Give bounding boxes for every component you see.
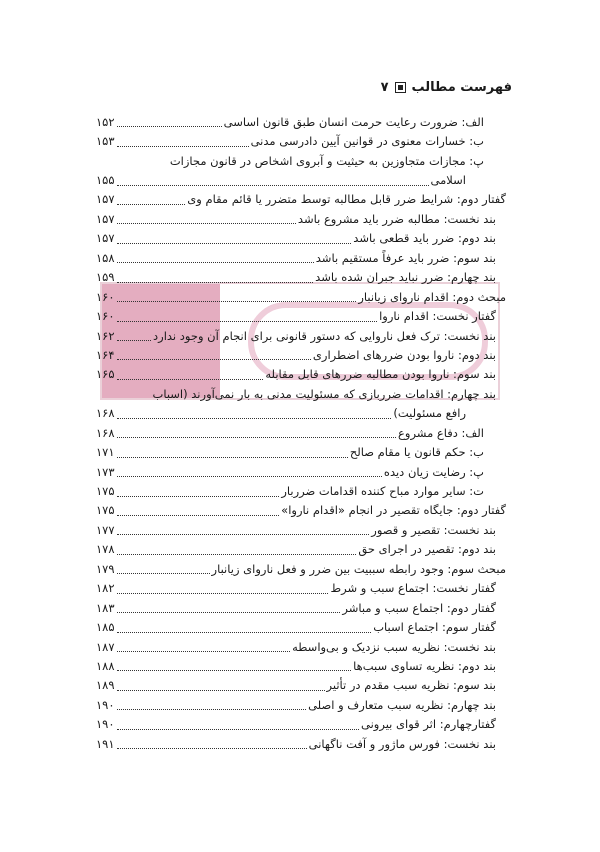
toc-entry-title: بند چهارم: ضرر نباید جبران شده باشد xyxy=(315,270,496,285)
toc-dot-leader xyxy=(117,136,249,147)
toc-entry-page: ۱۸۸ xyxy=(96,658,115,673)
toc-dot-leader xyxy=(117,194,186,205)
toc-entry-page: ۱۵۲ xyxy=(96,114,115,129)
toc-dot-leader xyxy=(117,563,210,574)
square-bullet-icon xyxy=(395,82,406,93)
toc-entry-title: بند نخست: نظریه سبب نزدیک و بی‌واسطه xyxy=(292,639,496,654)
toc-entry-page: ۱۶۵ xyxy=(96,367,115,382)
toc-entry-title: بند چهارم: نظریه سبب متعارف و اصلی xyxy=(308,697,496,712)
toc-entry xyxy=(96,209,506,228)
toc-entry-page: ۱۷۹ xyxy=(96,561,115,576)
toc-dot-leader xyxy=(117,116,222,127)
toc-entry-title: بند چهارم: اقدامات ضرربازی که مسئولیت مدنی به بار نمی‌آورند (اسباب xyxy=(152,386,496,401)
page-number: ۷ xyxy=(380,79,389,95)
toc-dot-leader xyxy=(117,544,357,555)
toc-entry-title: گفتارچهارم: اثر قوای بیرونی xyxy=(361,717,496,732)
toc-entry xyxy=(96,637,506,656)
toc-entry-page: ۱۶۸ xyxy=(96,406,115,421)
toc-entry-title: بند نخست: تقصیر و قصور xyxy=(371,522,496,537)
toc-dot-leader xyxy=(117,699,307,710)
toc-entry xyxy=(96,131,506,150)
toc-dot-leader xyxy=(117,466,382,477)
page-header xyxy=(92,76,512,98)
toc-dot-leader xyxy=(117,622,372,633)
toc-entry-title: مبحث سوم: وجود رابطه سببیت بین ضرر و فعل ناروای زیانبار xyxy=(211,561,506,576)
toc-entry-page: ۱۶۲ xyxy=(96,328,115,343)
toc-dot-leader xyxy=(117,175,429,186)
toc-entry xyxy=(96,151,506,170)
page-header-title: فهرست مطالب xyxy=(411,79,512,95)
toc-entry xyxy=(96,404,506,423)
toc-entry-title: الف: دفاع مشروع xyxy=(398,425,484,440)
toc-entry-title: بند دوم: ضرر باید قطعی باشد xyxy=(353,231,496,246)
toc-dot-leader xyxy=(117,505,280,516)
toc-entry xyxy=(96,190,506,209)
toc-entry xyxy=(96,365,506,384)
toc-entry-title: بند نخست: ترک فعل ناروایی که دستور قانونی برای انجام آن وجود ندارد xyxy=(153,328,496,343)
toc-dot-leader xyxy=(117,719,359,730)
toc-entry xyxy=(96,442,506,461)
toc-entry xyxy=(96,481,506,500)
toc-entry-page: ۱۵۹ xyxy=(96,270,115,285)
toc-entry-page: ۱۸۵ xyxy=(96,620,115,635)
toc-dot-leader xyxy=(117,602,341,613)
toc-entry xyxy=(96,462,506,481)
toc-entry-title: بند سوم: نظریه سبب مقدم در تأثیر xyxy=(326,678,496,693)
toc-entry xyxy=(96,559,506,578)
toc-dot-leader xyxy=(117,213,296,224)
toc-entry xyxy=(96,520,506,539)
toc-dot-leader xyxy=(117,680,325,691)
toc-entry-page: ۱۸۹ xyxy=(96,678,115,693)
toc-entry-page: ۱۵۳ xyxy=(96,134,115,149)
toc-dot-leader xyxy=(117,447,348,458)
toc-dot-leader xyxy=(117,427,397,438)
toc-dot-leader xyxy=(117,583,329,594)
toc-entry-title: الف: ضرورت رعایت حرمت انسان طبق قانون اساسی xyxy=(223,114,484,129)
toc-entry-title: بند سوم: ناروا بودن مطالبه ضررهای قابل مقابله xyxy=(265,367,496,382)
toc-entry-page: ۱۷۷ xyxy=(96,522,115,537)
toc-entry xyxy=(96,170,506,189)
toc-entry-title: پ: رضایت زیان دیده xyxy=(383,464,484,479)
toc-entry-title: گفتار سوم: اجتماع اسباب xyxy=(373,620,496,635)
toc-entry-title: ب: خسارات معنوی در قوانین آیین دادرسی مدنی xyxy=(250,134,484,149)
toc-entry xyxy=(96,598,506,617)
toc-entry-page: ۱۹۱ xyxy=(96,736,115,751)
toc-dot-leader xyxy=(117,330,152,341)
toc-dot-leader xyxy=(117,408,392,419)
toc-entry-page: ۱۹۰ xyxy=(96,717,115,732)
toc-dot-leader xyxy=(117,349,311,360)
toc-entry xyxy=(96,715,506,734)
toc-entry-title: بند دوم: تقصیر در اجرای حق xyxy=(358,542,496,557)
toc-entry xyxy=(96,734,506,753)
toc-entry-page: ۱۷۱ xyxy=(96,445,115,460)
toc-dot-leader xyxy=(117,272,314,283)
toc-entry xyxy=(96,306,506,325)
toc-entry-page: ۱۷۸ xyxy=(96,542,115,557)
toc-entry xyxy=(96,345,506,364)
toc-entry xyxy=(96,248,506,267)
toc-dot-leader xyxy=(117,524,370,535)
toc-entry-page: ۱۵۵ xyxy=(96,173,115,188)
toc-entry-title: اسلامی xyxy=(430,173,466,188)
toc-entry-page: ۱۶۴ xyxy=(96,347,115,362)
toc-entry xyxy=(96,501,506,520)
toc-dot-leader xyxy=(117,291,357,302)
toc-entry xyxy=(96,579,506,598)
toc-entry-page: ۱۷۳ xyxy=(96,464,115,479)
toc-dot-leader xyxy=(117,486,280,497)
toc-entry-title: بند دوم: نظریه تساوی سبب‌ها xyxy=(353,658,496,673)
toc-entry-title: گفتار نخست: اجتماع سبب و شرط xyxy=(330,581,496,596)
toc-entry-page: ۱۵۸ xyxy=(96,250,115,265)
toc-entry-page: ۱۸۳ xyxy=(96,600,115,615)
toc-entry-title: رافع مسئولیت) xyxy=(393,406,466,421)
toc-entry xyxy=(96,326,506,345)
toc-entry-page: ۱۷۵ xyxy=(96,503,115,518)
toc-entry xyxy=(96,112,506,131)
toc-dot-leader xyxy=(117,233,352,244)
table-of-contents xyxy=(96,112,506,753)
toc-entry-page: ۱۶۰ xyxy=(96,309,115,324)
toc-entry-page: ۱۵۷ xyxy=(96,231,115,246)
toc-entry-title: گفتار دوم: جایگاه تقصیر در انجام «اقدام ناروا» xyxy=(281,503,506,518)
toc-entry-title: بند دوم: ناروا بودن ضررهای اضطراری xyxy=(312,347,496,362)
toc-entry xyxy=(96,268,506,287)
toc-entry xyxy=(96,423,506,442)
toc-entry-title: ب: حکم قانون یا مقام صالح xyxy=(349,445,484,460)
toc-entry-title: گفتار دوم: شرایط ضرر قابل مطالبه توسط متضرر یا قائم مقام وی xyxy=(187,192,506,207)
toc-entry-page: ۱۷۵ xyxy=(96,484,115,499)
toc-dot-leader xyxy=(117,738,307,749)
toc-entry-page: ۱۵۷ xyxy=(96,192,115,207)
toc-entry-title: ت: سایر موارد مباح کننده اقدامات ضرربار xyxy=(281,484,484,499)
toc-dot-leader xyxy=(117,369,264,380)
toc-entry-title: بند نخست: فورس ماژور و آفت ناگهانی xyxy=(308,736,496,751)
toc-entry-title: گفتار نخست: اقدام ناروا xyxy=(379,309,496,324)
toc-entry xyxy=(96,617,506,636)
toc-entry xyxy=(96,656,506,675)
toc-dot-leader xyxy=(117,252,314,263)
toc-entry-title: بند سوم: ضرر باید عرفاً مستقیم باشد xyxy=(315,250,496,265)
toc-entry-title: پ: مجازات متجاوزین به حیثیت و آبروی اشخاص در قانون مجازات xyxy=(169,153,484,168)
toc-entry xyxy=(96,676,506,695)
toc-entry xyxy=(96,384,506,403)
toc-entry-page: ۱۸۷ xyxy=(96,639,115,654)
toc-dot-leader xyxy=(117,311,378,322)
toc-entry-page: ۱۵۷ xyxy=(96,211,115,226)
toc-entry xyxy=(96,695,506,714)
toc-dot-leader xyxy=(117,641,291,652)
toc-entry xyxy=(96,540,506,559)
toc-entry-title: مبحث دوم: اقدام ناروای زیانبار xyxy=(358,289,506,304)
toc-entry-page: ۱۶۸ xyxy=(96,425,115,440)
toc-entry-page: ۱۸۲ xyxy=(96,581,115,596)
toc-entry-title: گفتار دوم: اجتماع سبب و مباشر xyxy=(342,600,496,615)
toc-dot-leader xyxy=(117,660,352,671)
toc-entry-page: ۱۶۰ xyxy=(96,289,115,304)
toc-entry xyxy=(96,229,506,248)
toc-entry xyxy=(96,287,506,306)
toc-entry-title: بند نخست: مطالبه ضرر باید مشروع باشد xyxy=(297,211,496,226)
toc-entry-page: ۱۹۰ xyxy=(96,697,115,712)
